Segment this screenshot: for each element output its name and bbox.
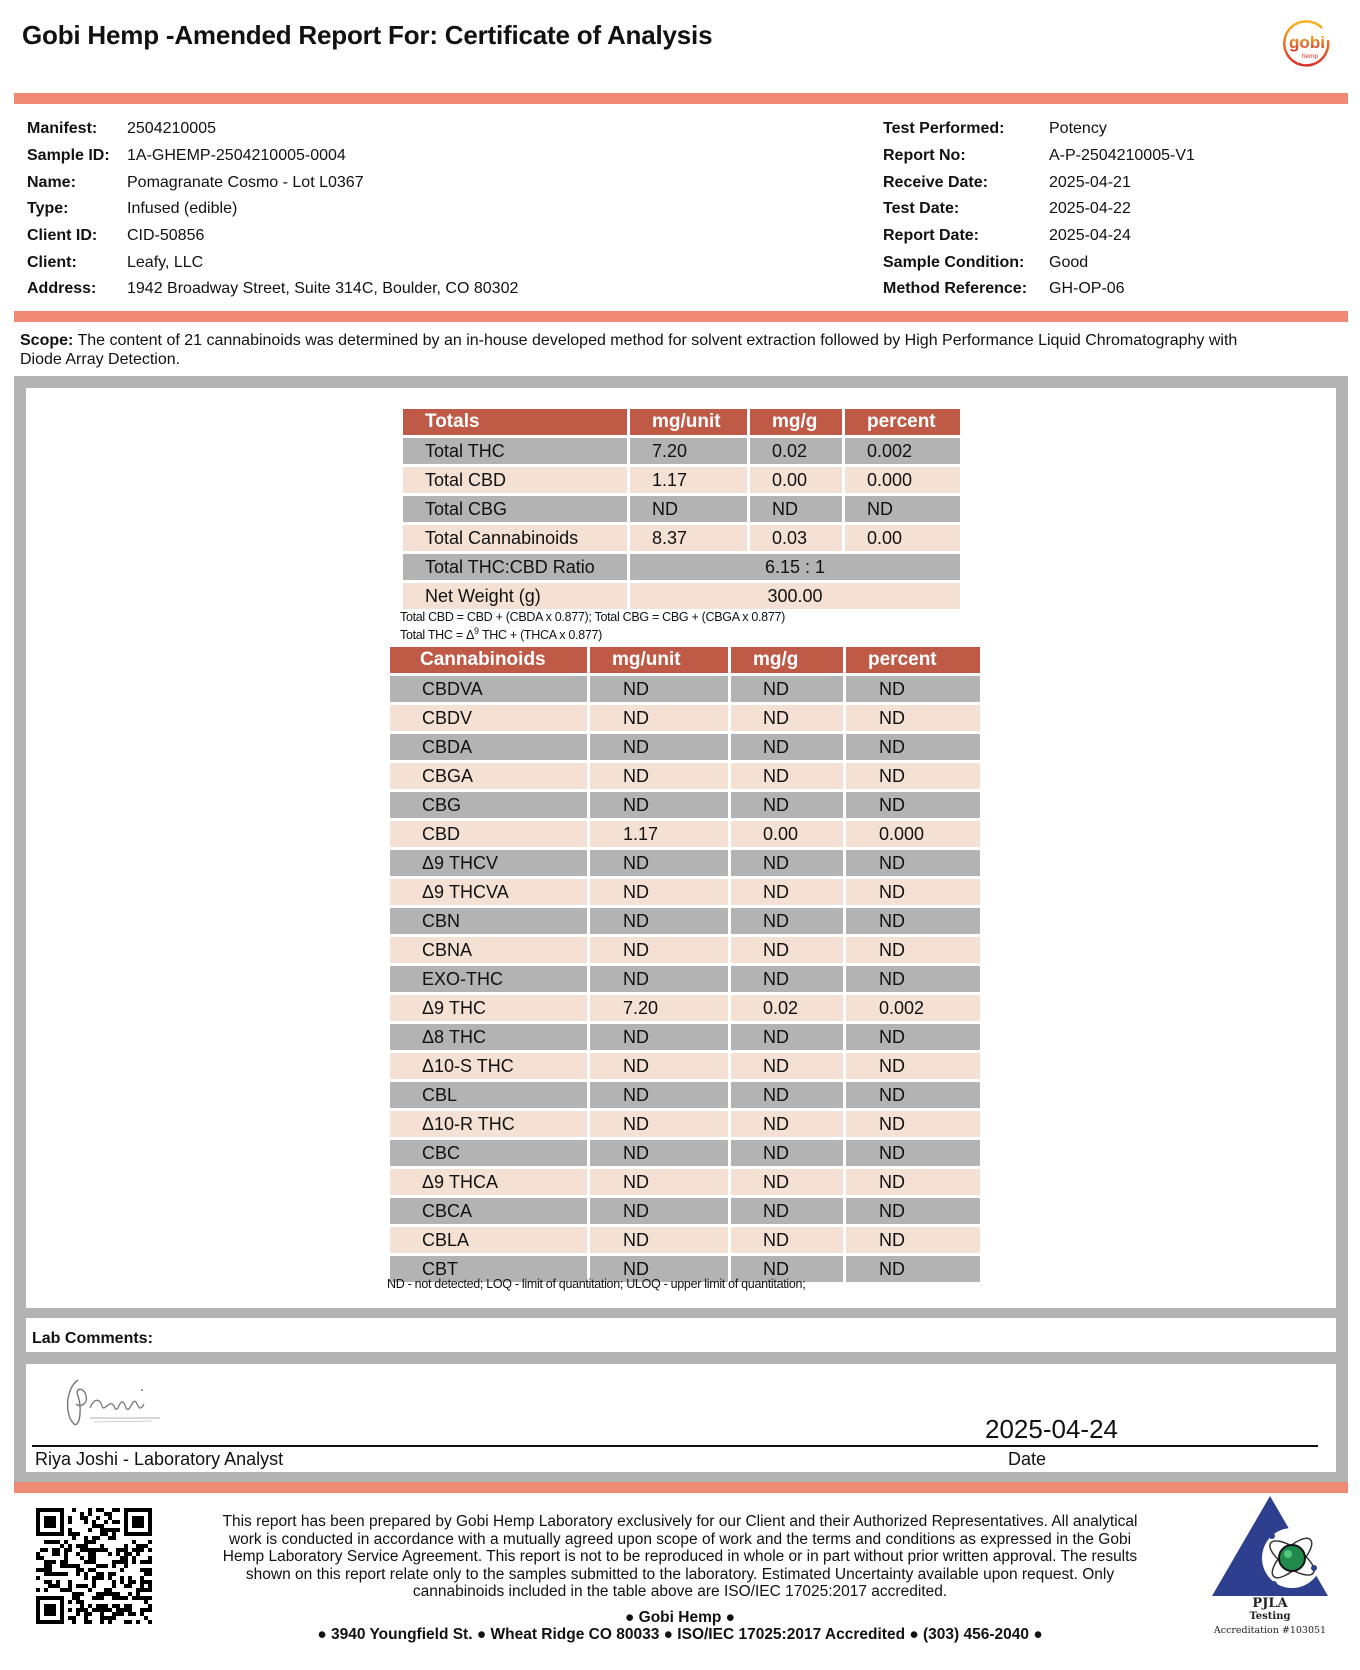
cell-percent: ND — [846, 1140, 980, 1166]
scope-text — [20, 332, 1250, 369]
table-row — [390, 676, 980, 702]
info-divider-bar — [14, 311, 1348, 322]
row-name: CBDV — [390, 705, 587, 731]
row-name: CBG — [390, 792, 587, 818]
cell-mg-unit: ND — [590, 792, 728, 818]
cell-mg-unit: 7.20 — [590, 995, 728, 1021]
row-name: Net Weight (g) — [403, 583, 627, 609]
cell-mg-unit: ND — [590, 734, 728, 760]
logo-text-main: gobi — [1289, 33, 1325, 52]
info-row-report-date — [883, 223, 1195, 250]
pjla-accreditation-number: Accreditation #103051 — [1213, 1625, 1327, 1636]
info-value: 2025-04-21 — [1049, 173, 1131, 191]
cell-mg-g: ND — [731, 676, 843, 702]
info-value: 2025-04-22 — [1049, 200, 1131, 218]
info-label: Sample ID: — [27, 147, 110, 165]
cell-mg-g: ND — [731, 705, 843, 731]
row-name: CBC — [390, 1140, 587, 1166]
column-header: Cannabinoids — [390, 647, 587, 673]
cell-mg-unit: 8.37 — [630, 525, 747, 551]
info-row-address — [27, 276, 518, 303]
cell-mg-g: ND — [731, 1111, 843, 1137]
ratio-row — [403, 554, 960, 580]
column-header: percent — [845, 409, 960, 435]
table-row — [403, 525, 960, 551]
row-name: Total Cannabinoids — [403, 525, 627, 551]
row-name: Δ8 THC — [390, 1024, 587, 1050]
cell-percent: ND — [846, 908, 980, 934]
info-label: Address: — [27, 280, 97, 298]
table-row — [390, 734, 980, 760]
formula-line-2 — [400, 626, 602, 642]
cell-mg-g: ND — [731, 1024, 843, 1050]
cell-percent: 0.000 — [845, 467, 960, 493]
row-name: CBDA — [390, 734, 587, 760]
column-header: mg/unit — [630, 409, 747, 435]
table-row — [403, 438, 960, 464]
info-row-sample-condition — [883, 249, 1195, 276]
cell-percent: 0.002 — [846, 995, 980, 1021]
cell-mg-g: 0.02 — [750, 438, 842, 464]
cell-percent: ND — [846, 1053, 980, 1079]
net-weight-value: 300.00 — [630, 583, 960, 609]
info-label: Method Reference: — [883, 280, 1028, 298]
info-row-receive-date — [883, 169, 1195, 196]
info-value: Infused (edible) — [127, 200, 238, 218]
cell-mg-unit: ND — [590, 705, 728, 731]
row-name: CBGA — [390, 763, 587, 789]
cell-mg-unit: ND — [590, 1082, 728, 1108]
cell-mg-g: ND — [731, 908, 843, 934]
row-name: CBNA — [390, 937, 587, 963]
cell-mg-unit: ND — [630, 496, 747, 522]
net-weight-row — [403, 583, 960, 609]
info-label: Name: — [27, 173, 76, 191]
info-value: Pomagranate Cosmo - Lot L0367 — [127, 173, 364, 191]
info-row-name — [27, 169, 518, 196]
row-name: Δ9 THCV — [390, 850, 587, 876]
header-divider-bar — [14, 93, 1348, 104]
info-row-client-id — [27, 223, 518, 250]
table-row — [390, 1227, 980, 1253]
logo-text-sub: hemp — [1301, 53, 1319, 60]
info-label: Sample Condition: — [883, 253, 1025, 271]
cell-mg-unit: ND — [590, 763, 728, 789]
table-row — [390, 1053, 980, 1079]
cell-mg-unit: ND — [590, 937, 728, 963]
table-row — [403, 467, 960, 493]
info-row-client — [27, 249, 518, 276]
cell-mg-g: ND — [731, 879, 843, 905]
cell-percent: ND — [846, 1024, 980, 1050]
ratio-value: 6.15 : 1 — [630, 554, 960, 580]
table-row — [390, 763, 980, 789]
sample-info-right — [883, 116, 1195, 303]
cell-percent: ND — [846, 1198, 980, 1224]
table-row — [390, 821, 980, 847]
cell-percent: ND — [846, 763, 980, 789]
cell-mg-unit: ND — [590, 908, 728, 934]
info-row-report-no — [883, 143, 1195, 170]
info-value: Good — [1049, 253, 1089, 271]
info-label: Report No: — [883, 147, 966, 165]
cell-percent: ND — [846, 1256, 980, 1282]
row-name: CBDVA — [390, 676, 587, 702]
footer-divider-bar — [14, 1482, 1348, 1493]
cell-mg-unit: ND — [590, 1053, 728, 1079]
table-row — [390, 850, 980, 876]
scope-body: The content of 21 cannabinoids was determined by an in-house developed method for solvent extraction followed by High Performance Liquid Chromatography with Diode Array Detection. — [20, 332, 1238, 368]
row-name: CBLA — [390, 1227, 587, 1253]
cell-percent: ND — [846, 1169, 980, 1195]
cell-mg-unit: ND — [590, 1169, 728, 1195]
row-name: CBL — [390, 1082, 587, 1108]
row-name: Total THC — [403, 438, 627, 464]
info-label: Manifest: — [27, 120, 98, 138]
cell-mg-g: ND — [731, 1256, 843, 1282]
footer-brand: ● Gobi Hemp ● — [624, 1609, 735, 1626]
table-row — [390, 792, 980, 818]
column-header: mg/g — [731, 647, 843, 673]
cell-mg-g: ND — [731, 1140, 843, 1166]
info-label: Client: — [27, 253, 77, 271]
info-row-type — [27, 196, 518, 223]
info-value: GH-OP-06 — [1049, 280, 1125, 298]
cell-mg-unit: ND — [590, 966, 728, 992]
cell-mg-g: ND — [731, 1169, 843, 1195]
row-name: Total CBG — [403, 496, 627, 522]
cell-mg-g: ND — [731, 1082, 843, 1108]
cell-percent: 0.000 — [846, 821, 980, 847]
cell-percent: ND — [846, 705, 980, 731]
cell-mg-unit: ND — [590, 1256, 728, 1282]
row-name: EXO-THC — [390, 966, 587, 992]
info-value: 1A-GHEMP-2504210005-0004 — [127, 147, 346, 165]
cell-percent: ND — [846, 937, 980, 963]
lab-comments-panel — [26, 1318, 1336, 1352]
cell-mg-g: ND — [731, 734, 843, 760]
table-row — [390, 1198, 980, 1224]
row-name: Total THC:CBD Ratio — [403, 554, 627, 580]
info-value: Potency — [1049, 120, 1107, 138]
table-row — [390, 966, 980, 992]
signature-line — [32, 1445, 1318, 1447]
cell-mg-g: ND — [731, 763, 843, 789]
row-name: Δ10-R THC — [390, 1111, 587, 1137]
cell-mg-g: ND — [731, 1198, 843, 1224]
column-header: mg/g — [750, 409, 842, 435]
info-label: Receive Date: — [883, 173, 988, 191]
formula-suffix: THC + (THCA x 0.877) — [478, 628, 603, 643]
qr-code-icon — [36, 1508, 152, 1624]
cell-mg-g: ND — [731, 966, 843, 992]
cell-mg-g: 0.00 — [731, 821, 843, 847]
row-name: CBCA — [390, 1198, 587, 1224]
info-label: Client ID: — [27, 227, 98, 245]
disclaimer-text: This report has been prepared by Gobi Hemp Laboratory exclusively for our Client and their Authorized Representatives. All analytical work is conducted in accordance with a mutually agreed upon scope of work and the terms and conditions as expressed in the Gobi Hemp Laboratory Service Agreement. This report is not to be reproduced in whole or in part without prior written approval. The results shown on this report relate only to the samples submitted to the laboratory. Estimated Uncertainty available upon request. Only cannabinoids included in the table above are ISO/IEC 17025:2017 accredited. — [222, 1513, 1138, 1601]
analyst-name: Riya Joshi - Laboratory Analyst — [35, 1449, 284, 1469]
row-name: CBN — [390, 908, 587, 934]
gobi-hemp-logo — [1282, 20, 1334, 72]
column-header: mg/unit — [590, 647, 728, 673]
cell-percent: ND — [846, 850, 980, 876]
cell-percent: ND — [846, 1227, 980, 1253]
cell-mg-unit: ND — [590, 1140, 728, 1166]
table-row — [390, 705, 980, 731]
cell-mg-unit: 1.17 — [590, 821, 728, 847]
cell-mg-g: ND — [750, 496, 842, 522]
info-row-manifest — [27, 116, 518, 143]
table-row — [390, 1111, 980, 1137]
info-row-sample-id — [27, 143, 518, 170]
table-row — [390, 937, 980, 963]
cell-mg-unit: ND — [590, 1198, 728, 1224]
sample-info-left — [27, 116, 518, 303]
cell-mg-g: 0.03 — [750, 525, 842, 551]
totals-table — [400, 406, 963, 612]
cell-mg-g: ND — [731, 1053, 843, 1079]
info-label: Type: — [27, 200, 69, 218]
cell-percent: ND — [845, 496, 960, 522]
info-value: 1942 Broadway Street, Suite 314C, Boulder, CO 80302 — [127, 280, 519, 298]
signature-date: 2025-04-24 — [985, 1414, 1118, 1444]
row-name: Δ10-S THC — [390, 1053, 587, 1079]
table-row — [390, 1024, 980, 1050]
cell-mg-g: ND — [731, 850, 843, 876]
cell-mg-g: 0.02 — [731, 995, 843, 1021]
info-row-method-reference — [883, 276, 1195, 303]
table-row — [390, 908, 980, 934]
nd-legend-note: ND - not detected; LOQ - limit of quantitation; ULOQ - upper limit of quantitation; — [387, 1277, 806, 1291]
cannabinoids-table — [387, 644, 983, 1285]
info-value: 2025-04-24 — [1049, 227, 1131, 245]
cell-mg-unit: ND — [590, 850, 728, 876]
table-row — [390, 1082, 980, 1108]
cell-mg-g: ND — [731, 937, 843, 963]
info-value: CID-50856 — [127, 227, 205, 245]
formula-prefix: Total THC = Δ — [400, 628, 475, 643]
pjla-accreditation-logo — [1206, 1488, 1334, 1648]
analyst-signature — [60, 1368, 170, 1432]
cell-mg-unit: ND — [590, 676, 728, 702]
date-label: Date — [1008, 1449, 1047, 1469]
table-row — [403, 496, 960, 522]
cell-percent: 0.00 — [845, 525, 960, 551]
cell-mg-g: 0.00 — [750, 467, 842, 493]
pjla-title: PJLA — [1252, 1596, 1288, 1611]
pjla-sub: Testing — [1249, 1611, 1291, 1622]
formula-line-1: Total CBD = CBD + (CBDA x 0.877); Total CBG = CBG + (CBGA x 0.877) — [400, 610, 785, 624]
cell-percent: ND — [846, 734, 980, 760]
row-name: Total CBD — [403, 467, 627, 493]
info-label: Report Date: — [883, 227, 980, 245]
cell-mg-unit: ND — [590, 1024, 728, 1050]
cell-mg-g: ND — [731, 1227, 843, 1253]
row-name: CBT — [390, 1256, 587, 1282]
lab-comments-label: Lab Comments: — [32, 1330, 153, 1347]
cell-mg-unit: ND — [590, 879, 728, 905]
info-row-test-date — [883, 196, 1195, 223]
row-name: Δ9 THC — [390, 995, 587, 1021]
column-header: Totals — [403, 409, 627, 435]
cell-percent: ND — [846, 1082, 980, 1108]
cannabinoids-header-row — [390, 647, 980, 673]
info-label: Test Date: — [883, 200, 960, 218]
table-row — [390, 1140, 980, 1166]
info-value: Leafy, LLC — [127, 253, 204, 271]
cell-percent: ND — [846, 879, 980, 905]
info-label: Test Performed: — [883, 120, 1005, 138]
row-name: CBD — [390, 821, 587, 847]
column-header: percent — [846, 647, 980, 673]
totals-header-row — [403, 409, 960, 435]
info-row-test-performed — [883, 116, 1195, 143]
cell-mg-unit: ND — [590, 1227, 728, 1253]
table-row — [390, 995, 980, 1021]
row-name: Δ9 THCA — [390, 1169, 587, 1195]
table-row — [390, 1169, 980, 1195]
cell-percent: ND — [846, 676, 980, 702]
info-value: A-P-2504210005-V1 — [1049, 147, 1195, 165]
row-name: Δ9 THCVA — [390, 879, 587, 905]
cell-percent: ND — [846, 792, 980, 818]
scope-label: Scope: — [20, 332, 74, 349]
cell-percent: ND — [846, 1111, 980, 1137]
cell-mg-unit: ND — [590, 1111, 728, 1137]
table-row — [390, 879, 980, 905]
cell-mg-g: ND — [731, 792, 843, 818]
cell-mg-unit: 1.17 — [630, 467, 747, 493]
report-title: Gobi Hemp -Amended Report For: Certificate of Analysis — [22, 20, 713, 50]
footer-address: ● 3940 Youngfield St. ● Wheat Ridge CO 80033 ● ISO/IEC 17025:2017 Accredited ● (303) 456-2040 ● — [317, 1626, 1043, 1643]
info-value: 2504210005 — [127, 120, 216, 138]
cell-percent: ND — [846, 966, 980, 992]
formula-superscript: 9 — [474, 626, 479, 636]
cell-percent: 0.002 — [845, 438, 960, 464]
cell-mg-unit: 7.20 — [630, 438, 747, 464]
